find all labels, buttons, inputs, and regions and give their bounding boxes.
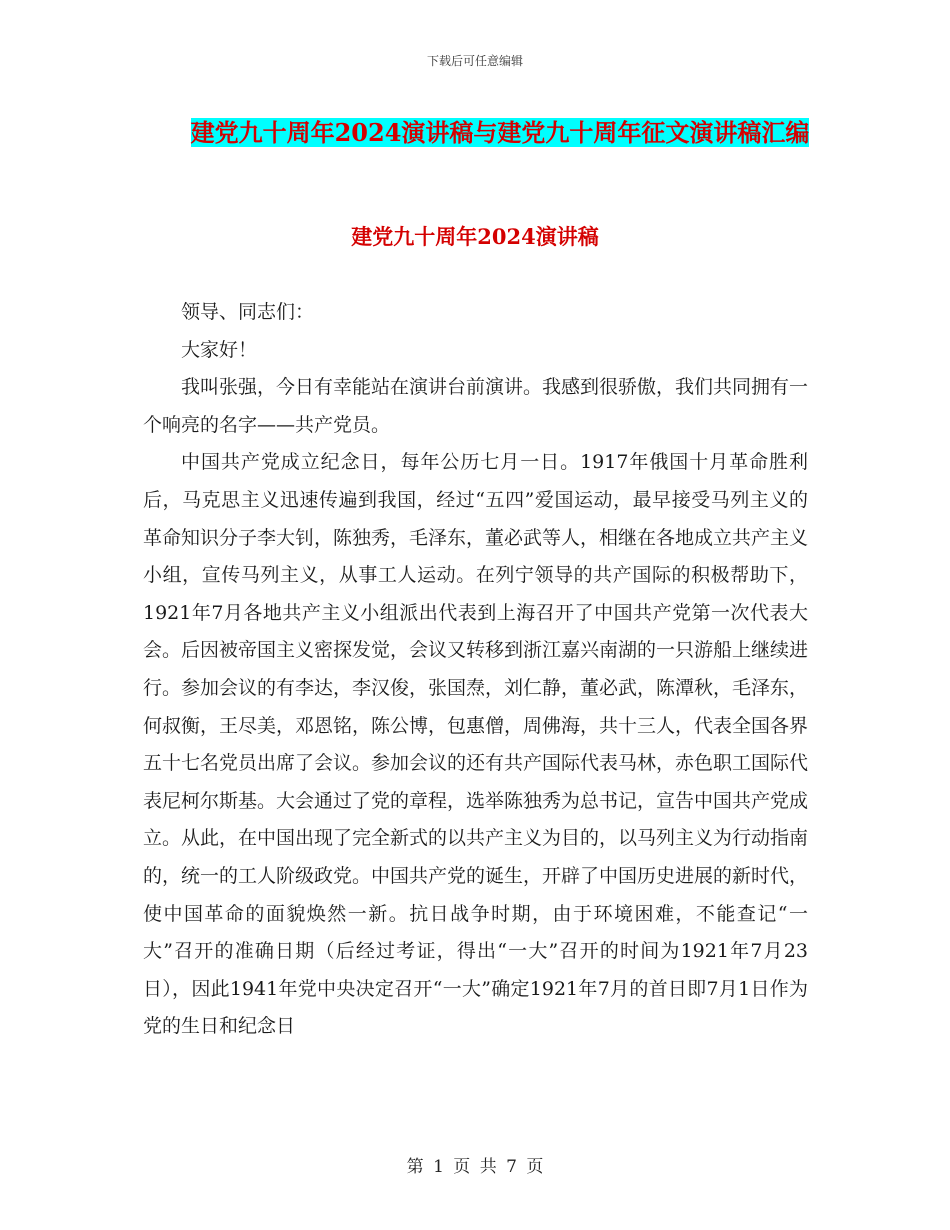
paragraph-salutation: 领导、同志们： bbox=[181, 301, 315, 323]
section-title: 建党九十周年2024演讲稿 bbox=[351, 224, 599, 249]
document-title bbox=[140, 110, 860, 155]
page-footer: 第 1 页 共 7 页 bbox=[406, 1157, 544, 1177]
header-note: 下载后可任意编辑 bbox=[426, 54, 523, 68]
body-text bbox=[143, 294, 808, 1046]
paragraph-history: 中国共产党成立纪念日，每年公历七月一日。1917年俄国十月革命胜利后，马克思主义迅速传遍到我国，经过“五四”爱国运动，最早接受马列主义的革命知识分子李大钊，陈独秀，毛泽东，董必武等人，相继在各地成立共产主义小组，宣传马列主义，从事工人运动。在列宁领导的共产国际的积极帮助下，1921年7月各地共产主义小组派出代表到上海召开了中国共产党第一次代表大会。后因被帝国主义密探发觉，会议又转移到浙江嘉兴南湖的一只游船上继续进行。参加会议的有李达，李汉俊，张国焘，刘仁静，董必武，陈潭秋，毛泽东，何叔衡，王尽美，邓恩铭，陈公博，包惠僧，周佛海，共十三人，代表全国各界五十七名党员出席了会议。参加会议的还有共产国际代表马林，赤色职工国际代表尼柯尔斯基。大会通过了党的章程，选举陈独秀为总书记，宣告中国共产党成立。从此，在中国出现了完全新式的以共产主义为目的，以马列主义为行动指南的，统一的工人阶级政党。中国共产党的诞生，开辟了中国历史进展的新时代，使中国革命的面貌焕然一新。抗日战争时期，由于环境困难，不能查记“一大”召开的准确日期（后经过考证，得出“一大”召开的时间为1921年7月23日），因此1941年党中央决定召开“一大”确定1921年7月的首日即7月1日作为党的生日和纪念日 bbox=[143, 451, 809, 1038]
paragraph-intro: 我叫张强，今日有幸能站在演讲台前演讲。我感到很骄傲，我们共同拥有一个响亮的名字——共产党员。 bbox=[143, 376, 809, 436]
document-title-text: 建党九十周年2024演讲稿与建党九十周年征文演讲稿汇编 bbox=[190, 118, 810, 147]
paragraph-greeting: 大家好！ bbox=[181, 338, 258, 361]
